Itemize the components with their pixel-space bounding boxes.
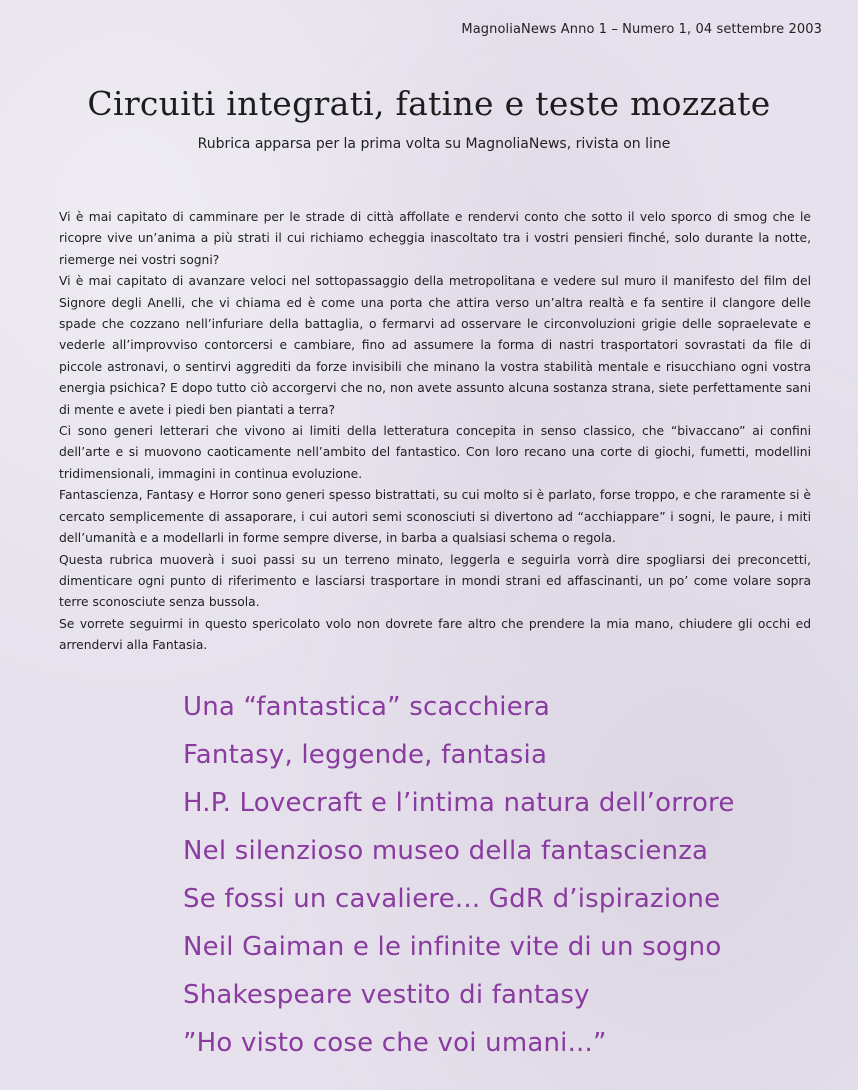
- issue-line: MagnoliaNews Anno 1 – Numero 1, 04 settembre 2003: [461, 22, 822, 37]
- article-link-shakespeare[interactable]: Shakespeare vestito di fantasy: [183, 980, 590, 1010]
- article-links-list: [183, 683, 823, 1067]
- paragraph: Ci sono generi letterari che vivono ai limiti della letteratura concepita in senso classico, che “bivaccano” ai confini dell’arte e si muovono caoticamente nell’ambito del fantastico. Con loro recano una corte di giochi, fumetti, modellini tridimensionali, immagini in continua evoluzione.: [59, 424, 811, 481]
- paragraph: Fantascienza, Fantasy e Horror sono generi spesso bistrattati, su cui molto si è parlato, forse troppo, e che raramente si è cercato semplicemente di assaporare, i cui autori semi sconosciuti si divertono ad “acchiappare” i sogni, le paure, i miti dell’umanità e a modellarli in forme sempre diverse, in barba a qualsiasi schema o regola.: [59, 488, 811, 546]
- page-title: Circuiti integrati, fatine e teste mozzate: [87, 84, 771, 123]
- page-subtitle: Rubrica apparsa per la prima volta su MagnoliaNews, rivista on line: [197, 136, 671, 152]
- article-link-fantasy-leggende[interactable]: Fantasy, leggende, fantasia: [183, 740, 548, 770]
- article-link-museo-fantascienza[interactable]: Nel silenzioso museo della fantascienza: [183, 836, 709, 866]
- paragraph: Se vorrete seguirmi in questo spericolato volo non dovrete fare altro che prendere la mia mano, chiudere gli occhi ed arrendervi alla Fantasia.: [59, 616, 811, 653]
- article-link-lovecraft[interactable]: H.P. Lovecraft e l’intima natura dell’orrore: [183, 788, 735, 818]
- article-link-ho-visto-cose[interactable]: ”Ho visto cose che voi umani...”: [183, 1028, 607, 1058]
- paragraph: Questa rubrica muoverà i suoi passi su un terreno minato, leggerla e seguirla vorrà dire spogliarsi dei preconcetti, dimenticare ogni punto di riferimento e lasciarsi trasportare in mondi strani ed affascinanti, un po’ come volare sopra terre sconosciute senza bussola.: [59, 552, 811, 610]
- article-link-neil-gaiman[interactable]: Neil Gaiman e le infinite vite di un sogno: [183, 932, 722, 962]
- paragraph: Vi è mai capitato di avanzare veloci nel sottopassaggio della metropolitana e vedere sul muro il manifesto del film del Signore degli Anelli, che vi chiama ed è come una porta che attira verso un’altra realtà e fa sentire il clangore delle spade che cozzano nell’infuriare della battaglia, o fermarvi ad osservare le circonvoluzioni grigie delle sopraelevate e vederle all’improvviso contorcersi e cambiare, fino ad assumere la forma di nastri trasportatori sovrastati da file di piccole astronavi, o sentirvi aggrediti da forze invisibili che minano la vostra stabilità mentale e risucchiano ogni vostra energia psichica? E dopo tutto ciò accorgervi che no, non avete assunto alcuna sostanza strana, siete perfettamente sani di mente e avete i piedi ben piantati a terra?: [59, 274, 811, 417]
- paragraph: Vi è mai capitato di camminare per le strade di città affollate e rendervi conto che sotto il velo sporco di smog che le ricopre vive un’anima a più strati il cui richiamo echeggia inascoltato tra i vostri pensieri finché, solo durante la notte, riemerge nei vostri sogni?: [59, 210, 811, 267]
- article-body: [59, 207, 811, 657]
- article-link-scacchiera[interactable]: Una “fantastica” scacchiera: [183, 692, 550, 722]
- article-link-cavaliere-gdr[interactable]: Se fossi un cavaliere... GdR d’ispirazione: [183, 884, 721, 914]
